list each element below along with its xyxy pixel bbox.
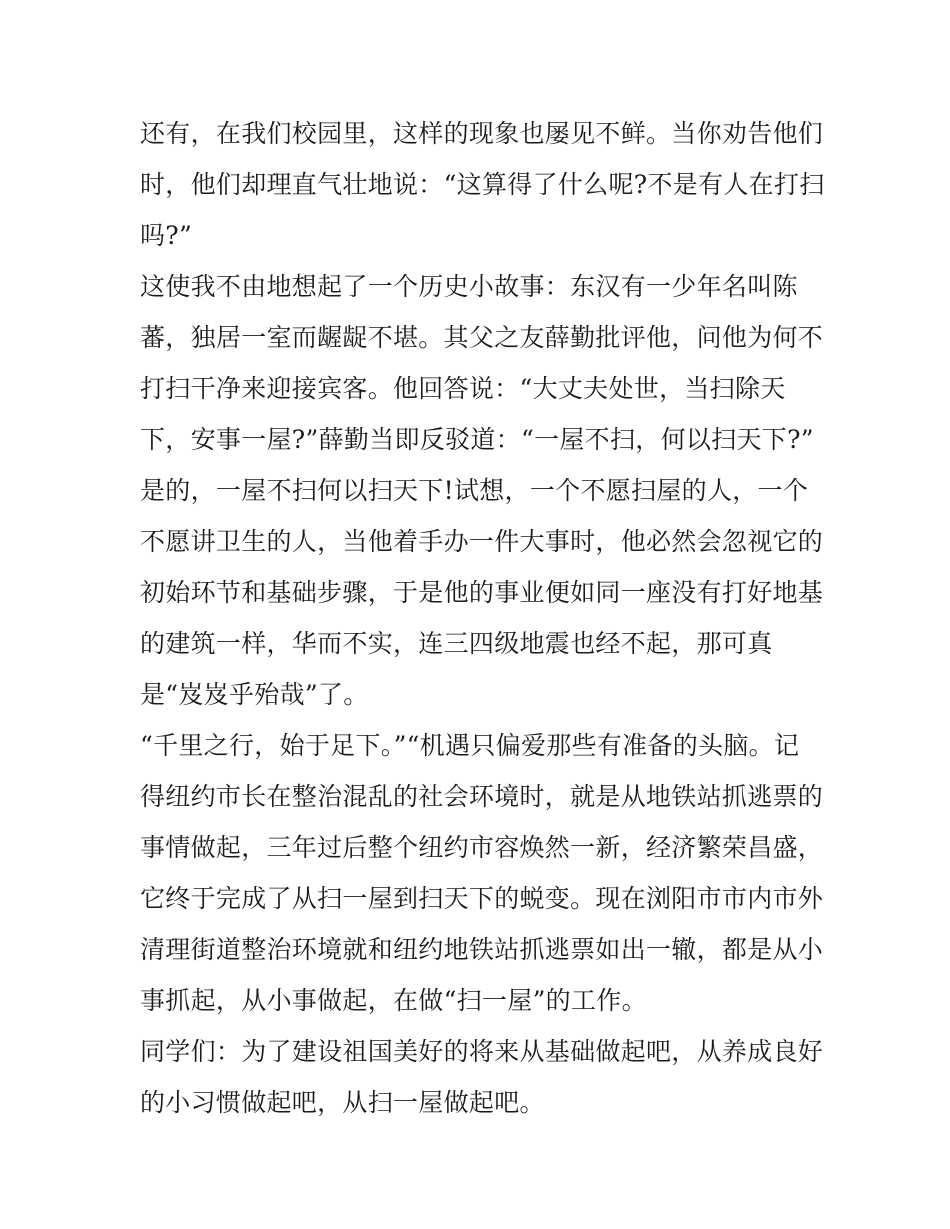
- text-line: 清理街道整治环境就和纽约地铁站抓逃票如出一辙，都是从小: [140, 935, 824, 964]
- text-line: 下，安事一屋?”薛勤当即反驳道：“一屋不扫，何以扫天下?”: [140, 425, 814, 454]
- text-line: 是“岌岌乎殆哉”了。: [140, 680, 369, 709]
- text-line: 事抓起，从小事做起，在做“扫一屋”的工作。: [140, 986, 647, 1015]
- text-line: 还有，在我们校园里，这样的现象也屡见不鲜。当你劝告他们: [140, 119, 824, 148]
- text-line: 初始环节和基础步骤，于是他的事业便如同一座没有打好地基: [140, 578, 824, 607]
- text-line: 蕃，独居一室而龌龊不堪。其父之友薛勤批评他，问他为何不: [140, 323, 824, 352]
- text-line: 的建筑一样，华而不实，连三四级地震也经不起，那可真: [140, 629, 773, 658]
- text-line: 是的，一屋不扫何以扫天下!试想，一个不愿扫屋的人，一个: [140, 476, 809, 505]
- text-line: 时，他们却理直气壮地说：“这算得了什么呢?不是有人在打扫: [140, 170, 825, 199]
- text-line: 不愿讲卫生的人，当他着手办一件大事时，他必然会忽视它的: [140, 527, 824, 556]
- text-line: 同学们：为了建设祖国美好的将来从基础做起吧，从养成良好: [140, 1037, 824, 1066]
- text-line: 的小习惯做起吧，从扫一屋做起吧。: [140, 1088, 545, 1117]
- text-line: 吗?”: [140, 221, 193, 250]
- text-line: 事情做起，三年过后整个纽约市容焕然一新，经济繁荣昌盛，: [140, 833, 824, 862]
- document-body: [140, 108, 840, 1128]
- text-line: “千里之行，始于足下。”“机遇只偏爱那些有准备的头脑。记: [140, 731, 800, 760]
- text-line: 这使我不由地想起了一个历史小故事：东汉有一少年名叫陈: [140, 272, 798, 301]
- text-line: 它终于完成了从扫一屋到扫天下的蜕变。现在浏阳市市内市外: [140, 884, 824, 913]
- text-line: 打扫干净来迎接宾客。他回答说：“大丈夫处世，当扫除天: [140, 374, 786, 403]
- text-line: 得纽约市长在整治混乱的社会环境时，就是从地铁站抓逃票的: [140, 782, 824, 811]
